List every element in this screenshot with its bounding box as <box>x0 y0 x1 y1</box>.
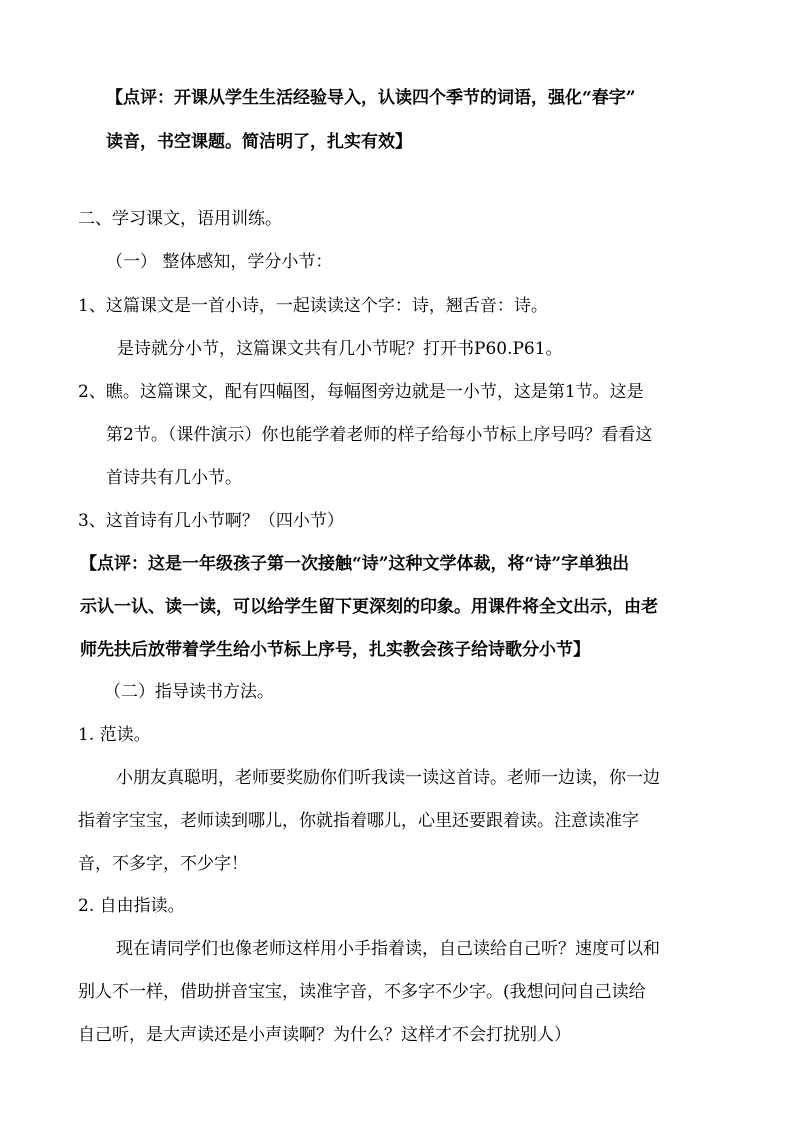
method-2-line-2: 别人不一样，借助拼音宝宝，读准字音，不多字不少字。(我想问问自己读给 <box>78 982 646 1002</box>
method-1-line-3: 音，不多字，不少字！ <box>78 854 248 874</box>
method-1-heading: 1. 范读。 <box>78 725 151 745</box>
method-1-line-1: 小朋友真聪明，老师要奖励你们听我读一读这首诗。老师一边读，你一边 <box>116 768 660 788</box>
comment-2-line-3: 师先扶后放带着学生给小节标上序号，扎实教会孩子给诗歌分小节】 <box>80 640 590 660</box>
section-2-heading: 二、学习课文，语用训练。 <box>78 209 282 229</box>
subsection-2-heading: （二）指导读书方法。 <box>104 682 274 702</box>
method-2-line-3: 自己听，是大声读还是小声读啊？为什么？这样才不会打扰别人） <box>78 1025 571 1045</box>
step-3: 3、这首诗有几小节啊？（四小节） <box>78 511 344 531</box>
subsection-1-heading: （一） 整体感知，学分小节： <box>106 252 333 272</box>
step-2-line-1: 2、瞧。这篇课文，配有四幅图，每幅图旁边就是一小节，这是第1节。这是 <box>78 382 644 402</box>
method-2-line-1: 现在请同学们也像老师这样用小手指着读，自己读给自己听？速度可以和 <box>116 939 660 959</box>
method-2-heading: 2. 自由指读。 <box>78 896 185 916</box>
comment-1-line-2: 读音，书空课题。简洁明了，扎实有效】 <box>106 132 412 152</box>
step-1: 1、这篇课文是一首小诗，一起读读这个字：诗，翘舌音：诗。 <box>78 296 548 316</box>
comment-2-line-1: 【点评：这是一年级孩子第一次接触“诗”这种文学体裁，将“诗”字单独出 <box>80 554 630 574</box>
step-2-line-2: 第2节。（课件演示）你也能学着老师的样子给每小节标上序号吗？看看这 <box>106 425 653 445</box>
method-1-line-2: 指着字宝宝，老师读到哪儿，你就指着哪儿，心里还要跟着读。注意读准字 <box>78 811 639 831</box>
comment-2-line-2: 示认一认、读一读，可以给学生留下更深刻的印象。用课件将全文出示，由老 <box>80 597 658 617</box>
comment-1-line-1: 【点评：开课从学生生活经验导入，认读四个季节的词语，强化“春字” <box>106 88 636 108</box>
step-1-cont: 是诗就分小节，这篇课文共有几小节呢？打开书P60.P61。 <box>117 339 563 359</box>
step-2-line-3: 首诗共有几小节。 <box>106 468 242 488</box>
